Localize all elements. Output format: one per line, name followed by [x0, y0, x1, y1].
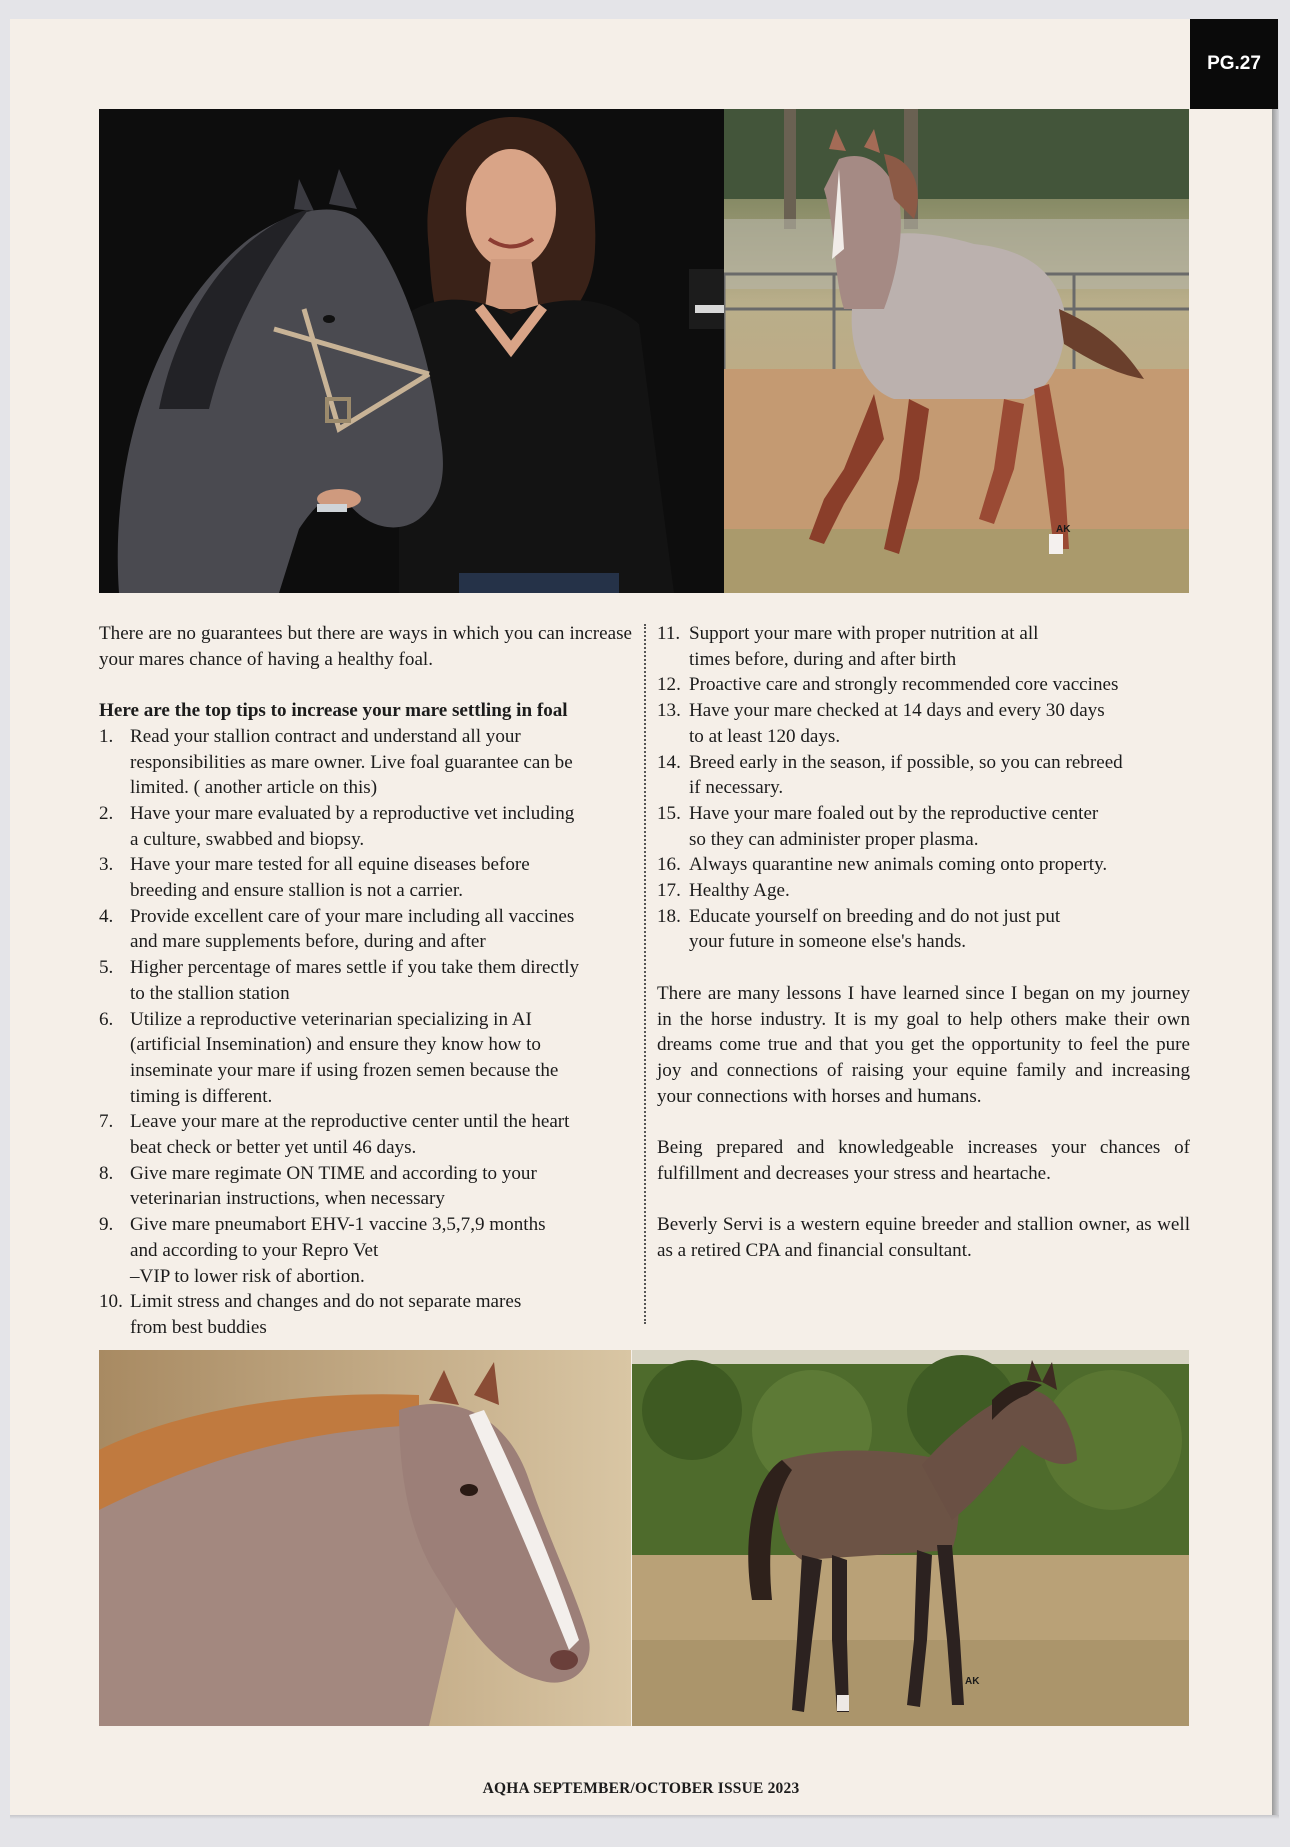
horse-head-photo — [99, 1350, 631, 1726]
closing-paragraph: Being prepared and knowledgeable increases your chances of fulfillment and decreases your stress and heartache. — [657, 1137, 1190, 1184]
list-item: 13. Have your mare checked at 14 days and every 30 days to at least 120 days. — [657, 700, 1105, 747]
author-bio: Beverly Servi is a western equine breeder and stallion owner, as well as a retired CPA and financial consultant. — [657, 1214, 1190, 1261]
list-item: 18. Educate yourself on breeding and do not just put your future in someone else's hands. — [657, 905, 1061, 953]
column-divider — [644, 624, 646, 1324]
page-edge-shadow — [1272, 100, 1279, 1815]
photo-credit-ak: AK — [1056, 524, 1071, 535]
photo-credit-ak: AK — [965, 1676, 980, 1687]
list-item: 3. Have your mare tested for all equine diseases before breeding and ensure stallion is not a carrier. — [99, 854, 530, 902]
list-item: 9. Give mare pneumabort EHV-1 vaccine 3,5,7,9 months and according to your Repro Vet –VIP to lower risk of abortion. — [99, 1214, 546, 1287]
article-left-column — [99, 621, 632, 1341]
list-item: 5. Higher percentage of mares settle if you take them directly to the stallion station — [99, 957, 580, 1004]
issue-footer: AQHA SEPTEMBER/OCTOBER ISSUE 2023 — [482, 1780, 800, 1797]
trotting-foal-photo — [724, 109, 1189, 593]
list-item: 11. Support your mare with proper nutrition at all times before, during and after birth — [657, 623, 1039, 670]
list-item: 14. Breed early in the season, if possible, so you can rebreed if necessary. — [657, 751, 1123, 799]
standing-foal-photo — [632, 1350, 1189, 1726]
article-right-column — [657, 621, 1190, 1264]
woman-with-horse-photo — [99, 109, 724, 593]
tips-list-left — [99, 724, 632, 1341]
list-item: 7. Leave your mare at the reproductive center until the heart beat check or better yet until 46 days. — [99, 1111, 570, 1159]
tips-heading: Here are the top tips to increase your mare settling in foal — [99, 700, 568, 722]
list-item: 12. Proactive care and strongly recommended core vaccines — [657, 674, 1119, 696]
list-item: 17. Healthy Age. — [657, 880, 790, 902]
intro-paragraph: There are no guarantees but there are ways in which you can increase your mares chance of having a healthy foal. — [99, 623, 632, 670]
list-item: 8. Give mare regimate ON TIME and according to your veterinarian instructions, when necessary — [99, 1162, 537, 1210]
list-item: 6. Utilize a reproductive veterinarian specializing in AI (artificial Insemination) and ensure they know how to inseminate your mare if using frozen semen because the timing is different. — [99, 1008, 559, 1107]
list-item: 1. Read your stallion contract and understand all your responsibilities as mare owner. Live foal guarantee can be limited. ( another article on this) — [99, 725, 573, 799]
list-item: 16. Always quarantine new animals coming onto property. — [657, 854, 1108, 876]
list-item: 4. Provide excellent care of your mare including all vaccines and mare supplements before, during and after — [99, 905, 575, 953]
list-item: 10. Limit stress and changes and do not separate mares from best buddies — [99, 1291, 522, 1338]
tips-list-right — [657, 621, 1190, 955]
page-bottom-shadow — [10, 1815, 1279, 1819]
closing-paragraph: There are many lessons I have learned since I began on my journey in the horse industry. It is my goal to help others make their own dreams come true and that you get the opportunity to feel the pure joy and connections of raising your equine family and increasing your connections with horses and humans. — [657, 982, 1190, 1107]
list-item: 15. Have your mare foaled out by the reproductive center so they can administer proper plasma. — [657, 802, 1099, 850]
list-item: 2. Have your mare evaluated by a reproductive vet including a culture, swabbed and biopsy. — [99, 802, 575, 850]
page-number-tab: PG.27 — [1190, 19, 1278, 109]
